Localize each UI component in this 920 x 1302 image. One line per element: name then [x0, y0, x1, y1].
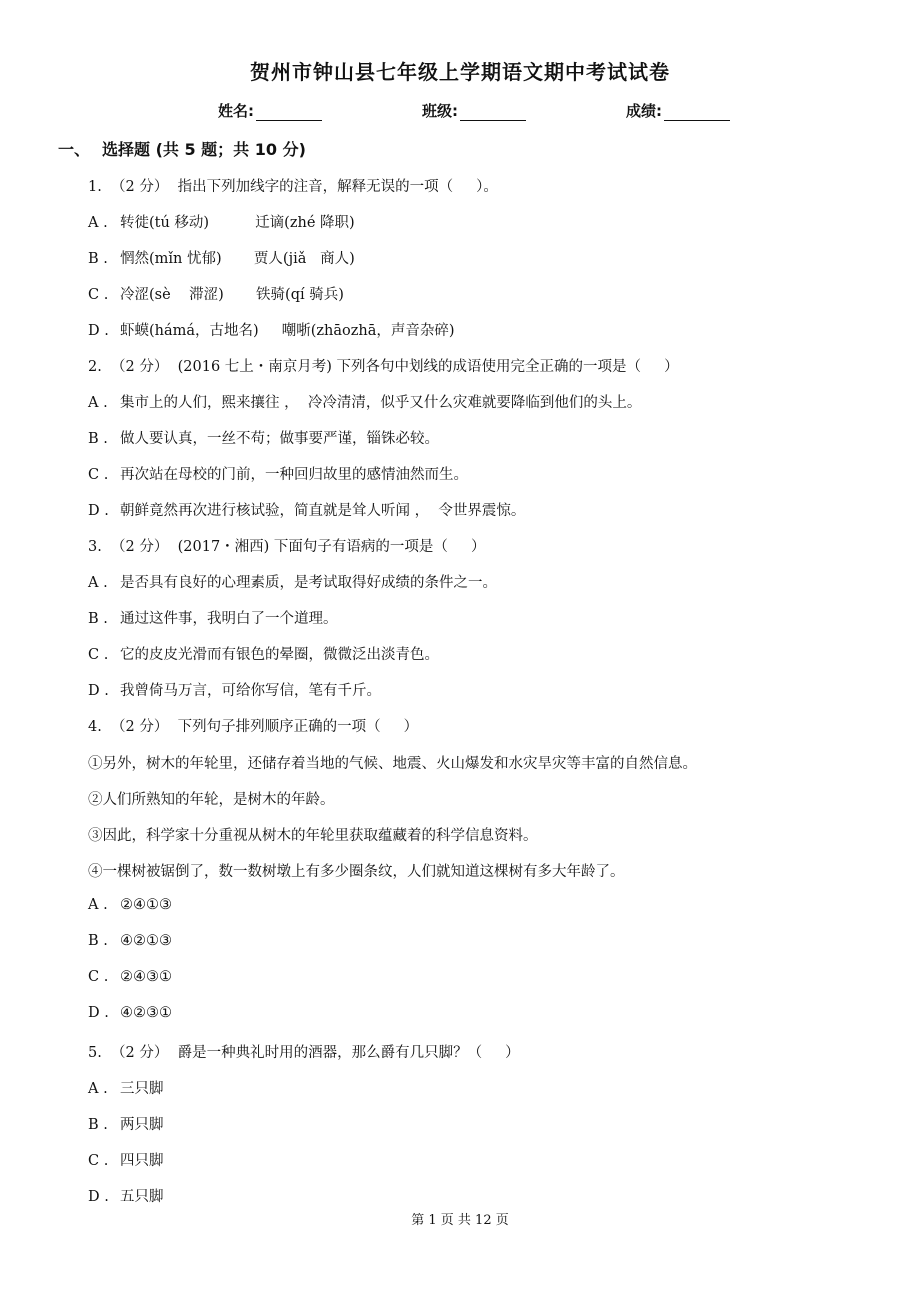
option-label: C .: [88, 287, 109, 303]
option-label: D .: [88, 1005, 109, 1021]
option-line: [88, 211, 355, 232]
line-text: 朝鲜竟然再次进行核试验，简直就是耸人听闻 ， 令世界震惊。: [120, 503, 526, 519]
option-line: [88, 607, 338, 628]
question-line: [88, 788, 335, 809]
line-text: 4. （2 分） 下列句子排列顺序正确的一项（ ）: [88, 719, 419, 735]
line-text: 通过这件事，我明白了一个道理。: [120, 611, 338, 627]
line-text: 集市上的人们，熙来攘往 ， 冷冷清清，似乎又什么灾难就要降临到他们的头上。: [120, 395, 642, 411]
option-line: [88, 1077, 164, 1098]
option-line: [88, 679, 381, 700]
option-line: [88, 499, 525, 520]
option-label: D .: [88, 323, 109, 339]
option-label: D .: [88, 503, 109, 519]
option-line: [88, 319, 455, 340]
option-line: [88, 643, 439, 664]
option-line: [88, 247, 355, 268]
question-line: [88, 1041, 520, 1062]
class-field: [422, 100, 526, 122]
line-text: 做人要认真，一丝不苟；做事要严谨，锱铢必较。: [120, 431, 439, 447]
section-title: 选择题 (共 5 题；共 10 分): [102, 140, 306, 159]
option-label: B .: [88, 933, 108, 949]
page-title: 贺州市钟山县七年级上学期语文期中考试试卷: [250, 60, 670, 84]
option-label: A .: [88, 897, 108, 913]
line-text: 3. （2 分） (2017・湘西) 下面句子有语病的一项是（ ）: [88, 539, 486, 555]
line-text: 再次站在母校的门前，一种回归故里的感情油然而生。: [120, 467, 468, 483]
question-line: [88, 175, 498, 196]
option-line: [88, 897, 172, 913]
line-text: ①另外，树木的年轮里，还储存着当地的气候、地震、火山爆发和水灾旱灾等丰富的自然信息。: [88, 756, 697, 772]
line-text: 我曾倚马万言，可给你写信，笔有千斤。: [120, 683, 381, 699]
option-line: [88, 283, 344, 304]
line-text: 5. （2 分） 爵是一种典礼时用的酒器，那么爵有几只脚？（ ）: [88, 1045, 520, 1061]
option-line: [88, 1113, 164, 1134]
option-label: B .: [88, 611, 108, 627]
option-line: [88, 969, 172, 985]
question-line: [88, 715, 418, 736]
option-label: A .: [88, 575, 108, 591]
option-line: [88, 427, 439, 448]
class-label: 班级:: [422, 102, 458, 120]
line-text: 1. （2 分） 指出下列加线字的注音，解释无误的一项（ ）。: [88, 179, 498, 195]
option-label: C .: [88, 969, 109, 985]
line-text: 冷涩(sè 滞涩) 铁骑(qí 骑兵): [120, 287, 344, 303]
option-line: [88, 1005, 172, 1021]
line-text: 五只脚: [120, 1189, 164, 1205]
option-label: A .: [88, 215, 108, 231]
option-line: [88, 933, 172, 949]
option-line: [88, 571, 497, 592]
option-line: [88, 1149, 164, 1170]
question-line: [88, 860, 625, 881]
option-label: B .: [88, 251, 108, 267]
option-label: A .: [88, 395, 108, 411]
option-label: A .: [88, 1081, 108, 1097]
question-line: [88, 355, 679, 376]
name-label: 姓名:: [218, 102, 254, 120]
line-text: 2. （2 分） (2016 七上・南京月考) 下列各句中划线的成语使用完全正确的一项是（ ）: [88, 359, 679, 375]
line-text: 三只脚: [120, 1081, 164, 1097]
class-blank[interactable]: [460, 104, 526, 121]
line-text: 四只脚: [120, 1153, 164, 1169]
line-text: ②人们所熟知的年轮，是树木的年龄。: [88, 792, 335, 808]
question-line: [88, 752, 697, 773]
line-text: 转徙(tú 移动) 迁谪(zhé 降职): [120, 215, 355, 231]
line-text: 虾蟆(hámá，古地名) 嘲哳(zhāozhā，声音杂碎): [120, 323, 455, 339]
line-text: ③因此，科学家十分重视从树木的年轮里获取蕴藏着的科学信息资料。: [88, 828, 538, 844]
option-line: [88, 391, 641, 412]
line-text: 是否具有良好的心理素质，是考试取得好成绩的条件之一。: [120, 575, 497, 591]
line-text: ②④③①: [120, 969, 172, 985]
line-text: ④②①③: [120, 933, 172, 949]
score-field: [626, 100, 730, 122]
option-label: C .: [88, 1153, 109, 1169]
line-text: ④一棵树被锯倒了，数一数树墩上有多少圈条纹，人们就知道这棵树有多大年龄了。: [88, 864, 625, 880]
option-label: D .: [88, 683, 109, 699]
page-footer: 第 1 页 共 12 页: [411, 1213, 509, 1228]
line-text: 它的皮皮光滑而有银色的晕圈，微微泛出淡青色。: [120, 647, 439, 663]
section-number: 一、: [58, 140, 91, 159]
option-label: B .: [88, 1117, 108, 1133]
score-label: 成绩:: [626, 102, 662, 120]
section-heading: [58, 137, 306, 160]
question-line: [88, 535, 485, 556]
name-field: [218, 100, 322, 122]
line-text: 惘然(mǐn 忧郁) 贾人(jiǎ 商人): [120, 251, 355, 267]
name-blank[interactable]: [256, 104, 322, 121]
option-line: [88, 463, 468, 484]
option-label: C .: [88, 647, 109, 663]
option-label: B .: [88, 431, 108, 447]
option-label: C .: [88, 467, 109, 483]
option-line: [88, 1185, 164, 1206]
line-text: ②④①③: [120, 897, 172, 913]
line-text: ④②③①: [120, 1005, 172, 1021]
line-text: 两只脚: [120, 1117, 164, 1133]
option-label: D .: [88, 1189, 109, 1205]
score-blank[interactable]: [664, 104, 730, 121]
question-line: [88, 824, 538, 845]
